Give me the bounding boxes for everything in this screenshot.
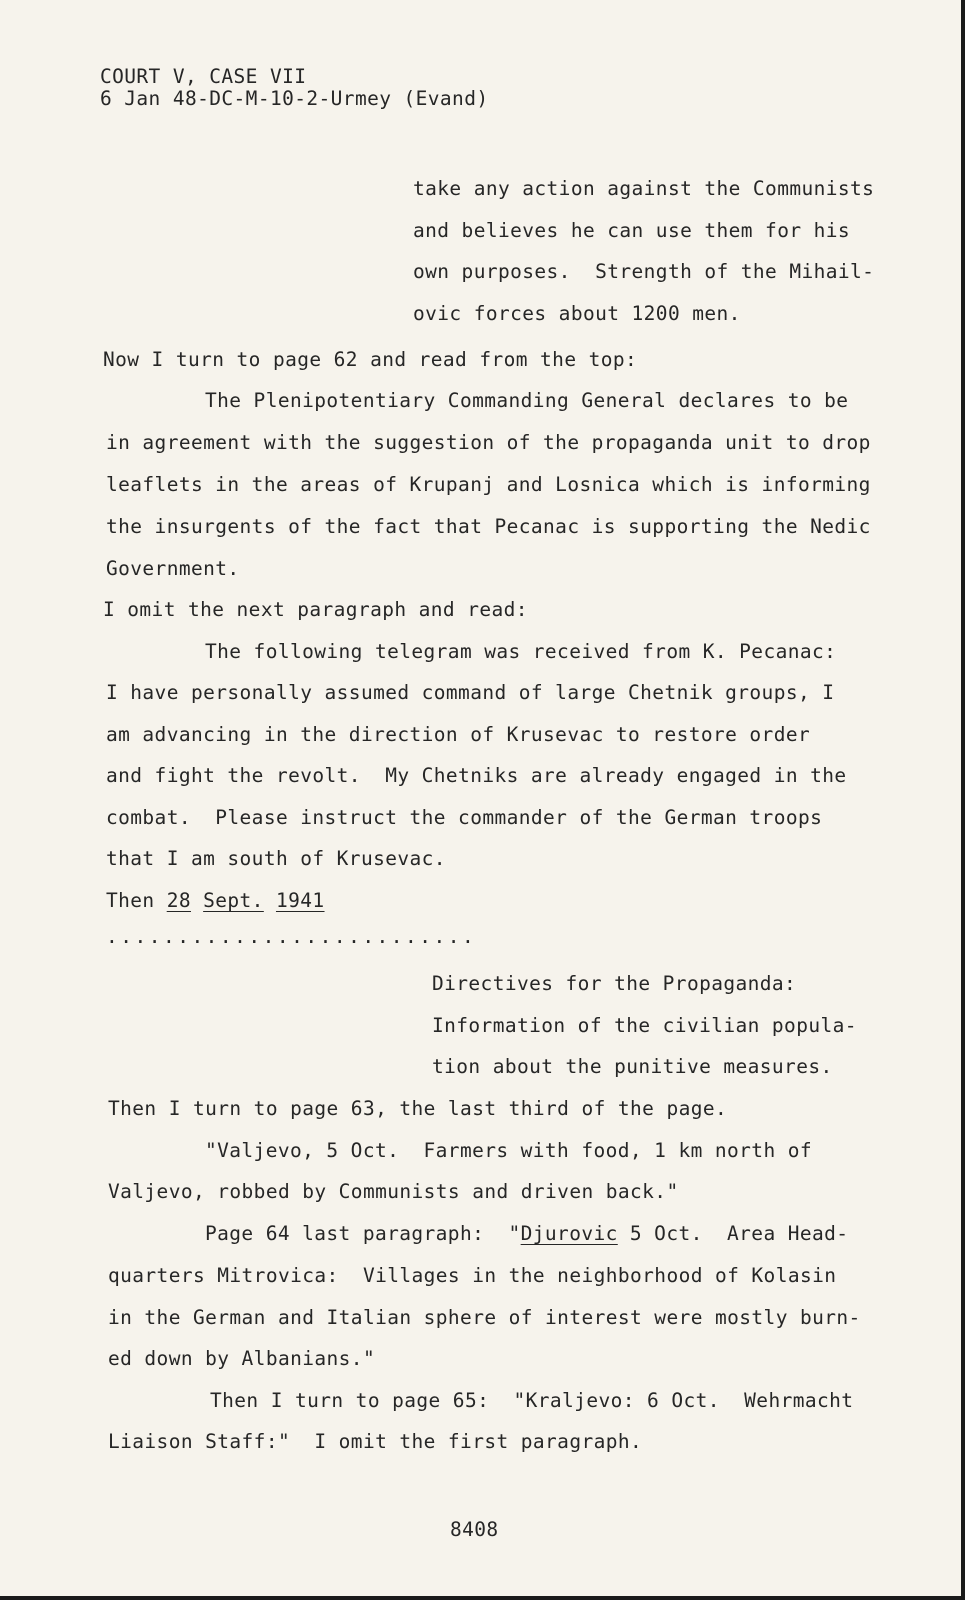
- text-line: I omit the next paragraph and read:: [103, 598, 528, 621]
- text-line: Government.: [106, 557, 240, 580]
- text-line: combat. Please instruct the commander of the German troops: [106, 806, 823, 829]
- date-year: 1941: [275, 889, 325, 912]
- text-line: Then I turn to page 63, the last third of the page.: [108, 1097, 728, 1120]
- text-line: tion about the punitive measures.: [432, 1055, 833, 1078]
- text-line: in agreement with the suggestion of the propaganda unit to drop: [106, 431, 871, 454]
- text-segment: 5 Oct. Area Head-: [617, 1222, 849, 1245]
- date-month: Sept.: [203, 889, 264, 912]
- text-line: Now I turn to page 62 and read from the top:: [103, 348, 638, 371]
- text-line: The following telegram was received from K. Pecanac:: [205, 640, 837, 663]
- text-line: Directives for the Propaganda:: [432, 972, 797, 995]
- header-reference: 6 Jan 48-DC-M-10-2-Urmey (Evand): [100, 87, 489, 110]
- text-line: ed down by Albanians.": [108, 1347, 376, 1370]
- date-day: 28: [166, 889, 191, 912]
- text-line: Then I turn to page 65: "Kraljevo: 6 Oct. Wehrmacht: [210, 1389, 854, 1412]
- date-line: [106, 889, 325, 913]
- text-line: I have personally assumed command of large Chetnik groups, I: [106, 681, 835, 704]
- dotted-separator: ..........................: [106, 925, 477, 948]
- text-line: that I am south of Krusevac.: [106, 847, 446, 870]
- date-prefix: Then: [106, 889, 155, 912]
- text-line: the insurgents of the fact that Pecanac is supporting the Nedic: [106, 515, 871, 538]
- text-line: [205, 1222, 848, 1246]
- text-line: Valjevo, robbed by Communists and driven back.": [108, 1180, 679, 1203]
- text-line: Liaison Staff:" I omit the first paragraph.: [108, 1430, 643, 1453]
- text-line: leaflets in the areas of Krupanj and Losnica which is informing: [106, 473, 871, 496]
- text-line: and believes he can use them for his: [413, 219, 851, 242]
- text-line: The Plenipotentiary Commanding General declares to be: [205, 389, 849, 412]
- underlined-name: Djurovic: [520, 1222, 618, 1245]
- text-line: am advancing in the direction of Krusevac to restore order: [106, 723, 811, 746]
- page-number: 8408: [450, 1518, 499, 1541]
- text-line: own purposes. Strength of the Mihail-: [413, 260, 875, 283]
- header-court: COURT V, CASE VII: [100, 65, 307, 88]
- text-line: quarters Mitrovica: Villages in the neighborhood of Kolasin: [108, 1264, 837, 1287]
- text-line: Information of the civilian popula-: [432, 1014, 857, 1037]
- text-segment: Page 64 last paragraph: ": [205, 1222, 521, 1245]
- text-line: ovic forces about 1200 men.: [413, 302, 741, 325]
- text-line: in the German and Italian sphere of interest were mostly burn-: [108, 1306, 861, 1329]
- text-line: and fight the revolt. My Chetniks are already engaged in the: [106, 764, 847, 787]
- text-line: take any action against the Communists: [413, 177, 875, 200]
- text-line: "Valjevo, 5 Oct. Farmers with food, 1 km north of: [205, 1139, 812, 1162]
